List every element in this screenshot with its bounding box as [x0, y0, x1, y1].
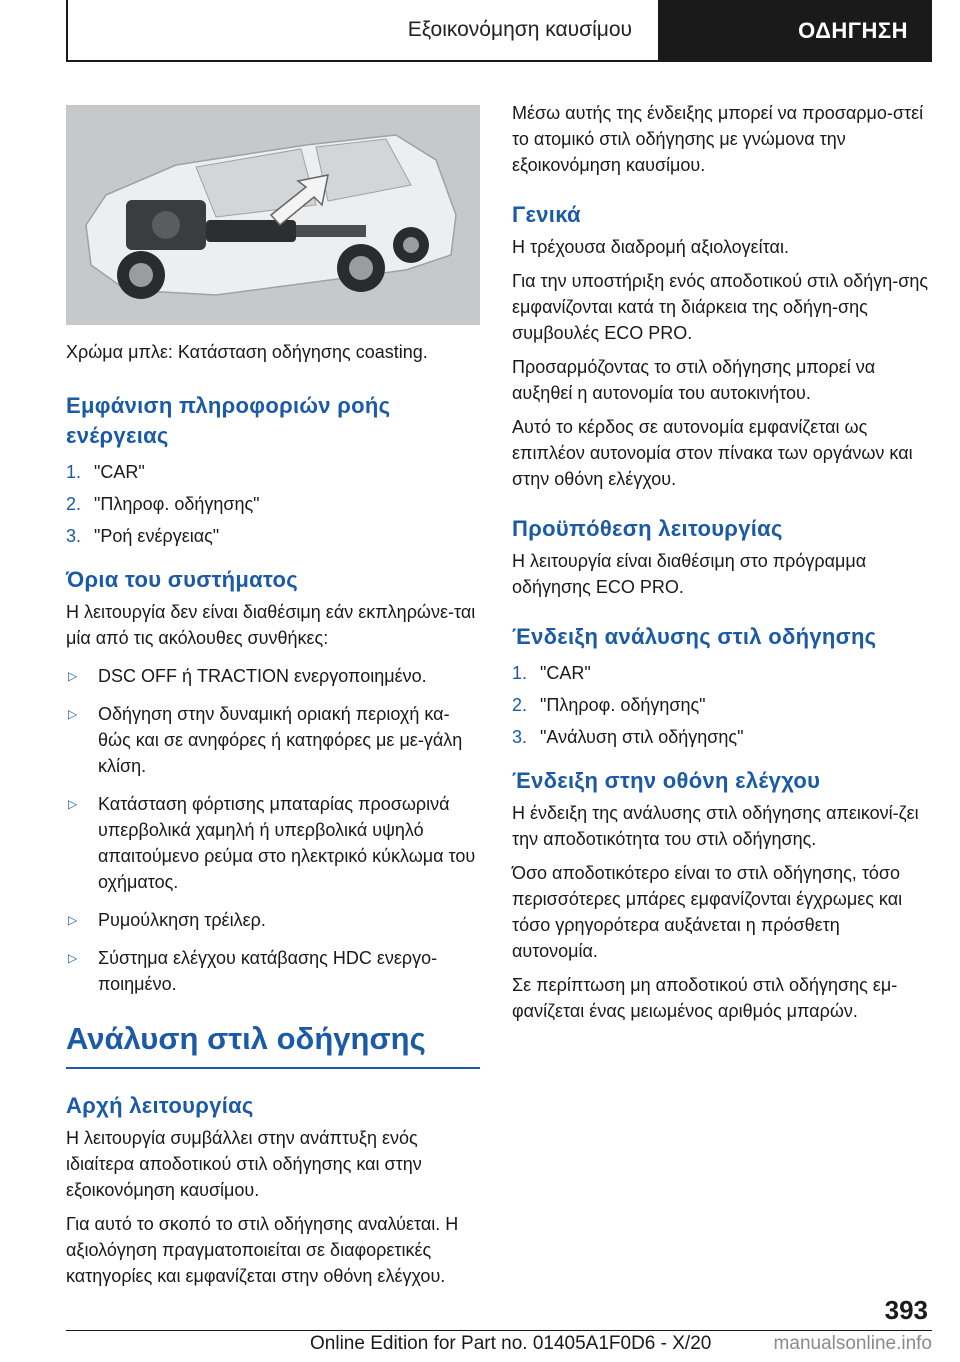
general-paragraph: Προσαρμόζοντας το στιλ οδήγησης μπορεί να αυξηθεί η αυτονομία του αυτοκινήτου.	[512, 357, 876, 403]
footer-divider	[66, 1330, 932, 1331]
energy-flow-steps	[66, 459, 480, 549]
prerequisite-heading: Προϋπόθεση λειτουργίας	[512, 516, 783, 541]
page-number: 393	[884, 1295, 928, 1325]
triangle-bullet-icon: ▷	[68, 913, 78, 927]
list-item: 3. "Ανάλυση στιλ οδήγησης"	[512, 727, 744, 747]
triangle-bullet-icon: ▷	[68, 707, 78, 721]
analysis-paragraph: Για αυτό το σκοπό το στιλ οδήγησης αναλύεται. Η αξιολόγηση πραγματοποιείται σε διαφορετικές κατηγορίες και εμφανίζεται στην οθόνη ελέγχου.	[66, 1214, 459, 1286]
energy-flow-heading: Εμφάνιση πληροφοριών ροής ενέργειας	[66, 393, 391, 448]
limits-heading: Όρια του συστήματος	[66, 567, 298, 592]
right-column	[512, 100, 930, 1024]
principle-heading: Αρχή λειτουργίας	[66, 1093, 254, 1118]
chapter-title: ΟΔΗΓΗΣΗ	[660, 0, 932, 62]
limits-list	[66, 663, 480, 997]
list-item: 3. "Ροή ενέργειας"	[66, 526, 220, 546]
list-item: ▷ Σύστημα ελέγχου κατάβασης HDC ενεργο-ποιημένο.	[66, 945, 480, 997]
control-display-heading: Ένδειξη στην οθόνη ελέγχου	[512, 768, 821, 793]
control-display-paragraph: Η ένδειξη της ανάλυσης στιλ οδήγησης απεικονί-ζει την αποδοτικότητα του στιλ οδήγησης.	[512, 803, 919, 849]
control-display-paragraph: Όσο αποδοτικότερο είναι το στιλ οδήγησης, τόσο περισσότερες μπάρες εμφανίζονται έγχρωμες και τόσο γρηγορότερα αυξάνεται η πρόσθετη αυτονομία.	[512, 863, 903, 961]
style-display-steps	[512, 660, 930, 750]
list-item: 2. "Πληροφ. οδήγησης"	[66, 494, 260, 514]
analysis-paragraph: Η λειτουργία συμβάλλει στην ανάπτυξη ενός ιδιαίτερα αποδοτικού στιλ οδήγησης και στην εξοικονόμηση καυσίμου.	[66, 1128, 422, 1200]
list-item: ▷ DSC OFF ή TRACTION ενεργοποιημένο.	[66, 663, 480, 689]
edition-text: Online Edition for Part no. 01405A1F0D6 - X/20	[310, 1333, 712, 1354]
list-item: 2. "Πληροφ. οδήγησης"	[512, 695, 706, 715]
list-item: ▷ Ρυμούλκηση τρέιλερ.	[66, 907, 480, 933]
general-heading: Γενικά	[512, 202, 581, 227]
section-title: Εξοικονόμηση καυσίμου	[66, 0, 660, 62]
general-paragraph: Για την υποστήριξη ενός αποδοτικού στιλ οδήγη-σης εμφανίζονται κατά τη διάρκεια της οδήγη-σης συμβουλές ECO PRO.	[512, 271, 929, 343]
analysis-heading: Ανάλυση στιλ οδήγησης	[66, 1019, 480, 1069]
prerequisite-paragraph: Η λειτουργία είναι διαθέσιμη στο πρόγραμμα οδήγησης ECO PRO.	[512, 551, 867, 597]
style-display-heading: Ένδειξη ανάλυσης στιλ οδήγησης	[512, 624, 877, 649]
control-display-paragraph: Σε περίπτωση μη αποδοτικού στιλ οδήγησης εμ-φανίζεται ένας μειωμένος αριθμός μπαρών.	[512, 975, 898, 1021]
triangle-bullet-icon: ▷	[68, 797, 78, 811]
limits-intro: Η λειτουργία δεν είναι διαθέσιμη εάν εκπληρώνε-ται μία από τις ακόλουθες συνθήκες:	[66, 602, 476, 648]
general-paragraph: Η τρέχουσα διαδρομή αξιολογείται.	[512, 237, 789, 257]
list-item: ▷ Κατάσταση φόρτισης μπαταρίας προσωρινά υπερβολικά χαμηλή ή υπερβολικά υψηλό απαιτούμενο ρεύμα στο ηλεκτρικό κύκλωμα του οχήματος.	[66, 791, 480, 895]
figure-caption: Χρώμα μπλε: Κατάσταση οδήγησης coasting.	[66, 342, 428, 362]
car-drivetrain-illustration	[66, 105, 480, 325]
list-item: 1. "CAR"	[66, 462, 145, 482]
triangle-bullet-icon: ▷	[68, 951, 78, 965]
watermark: manualsonline.info	[773, 1333, 932, 1354]
triangle-bullet-icon: ▷	[68, 669, 78, 683]
list-item: ▷ Οδήγηση στην δυναμική οριακή περιοχή κα-θώς και σε ανηφόρες ή κατηφόρες με με-γάλη κλίση.	[66, 701, 480, 779]
page-header	[66, 0, 932, 64]
analysis-paragraph: Μέσω αυτής της ένδειξης μπορεί να προσαρμο-στεί το ατομικό στιλ οδήγησης με γνώμονα την εξοικονόμηση καυσίμου.	[512, 103, 924, 175]
general-paragraph: Αυτό το κέρδος σε αυτονομία εμφανίζεται ως επιπλέον αυτονομία στον πίνακα των οργάνων και στην οθόνη ελέγχου.	[512, 417, 913, 489]
left-column	[66, 105, 480, 1289]
list-item: 1. "CAR"	[512, 663, 591, 683]
